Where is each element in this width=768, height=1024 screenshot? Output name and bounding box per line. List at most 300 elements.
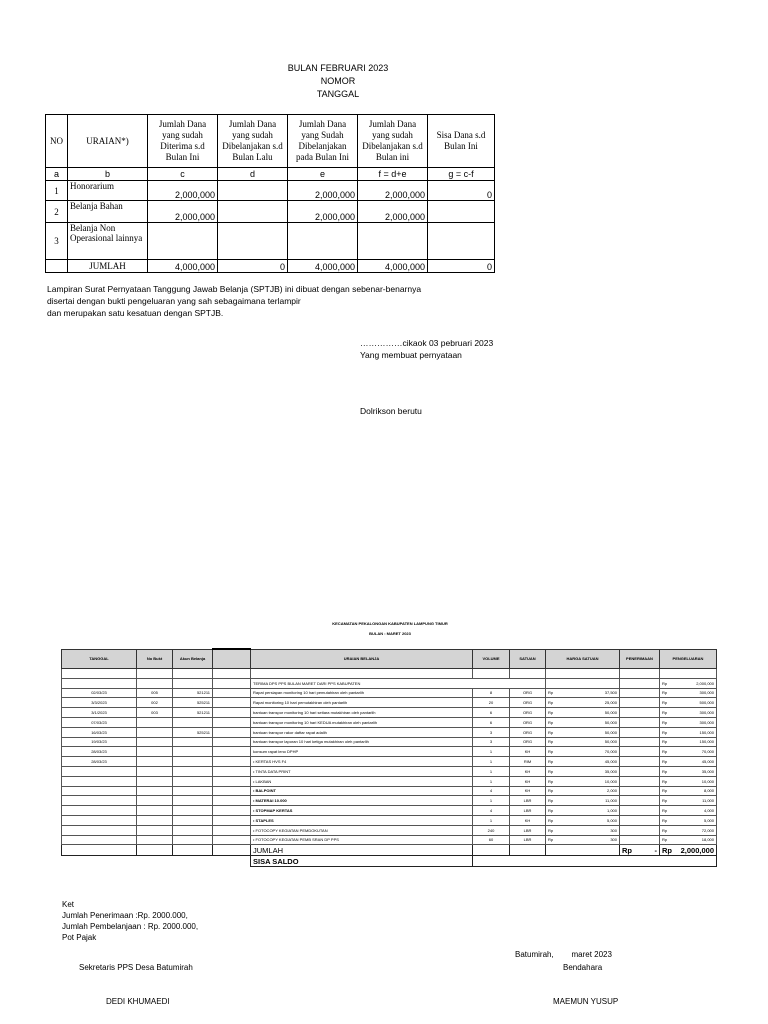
cell [173,845,213,856]
cell-uraian: • FOTOCOPY KEGIATAN PEMB SRAN DP PPS [251,835,473,845]
currency-label: Rp [548,700,554,706]
cell-penerimaan [620,757,660,767]
cell-akun [173,766,213,776]
signature2-right-role: Bendahara [563,963,603,972]
cell-no-bukti: 003 [137,708,173,718]
report-title: KECAMATAN PEKALONGAN KABUPATEN LAMPUNG TIMUR [332,621,448,626]
cell-satuan: ORG [510,708,546,718]
total-c: 4,000,000 [148,260,218,273]
cell [62,856,137,867]
col-akun: Akun Belanja [173,649,213,669]
cell-satuan: KH [510,786,546,796]
cell-tanggal: 28/03/23 [62,747,137,757]
row-uraian: Belanja Non Operasional lainnya [68,223,148,260]
cell [510,669,546,679]
cell-volume: 3 [473,737,510,747]
cell-akun [173,796,213,806]
col-diterima: Jumlah Dana yang sudah Diterima s.d Bulan Ini [148,115,218,168]
cell-tanggal: 28/03/23 [62,757,137,767]
cell [173,669,213,679]
row-f: 2,000,000 [358,181,428,201]
cell-satuan: ORG [510,698,546,708]
currency-label: Rp [548,690,554,696]
table-row [62,717,717,727]
cell [510,845,546,856]
table-row [46,181,495,201]
cell-tanggal [62,815,137,825]
cell-satuan: ORG [510,688,546,698]
cell-volume: 60 [473,835,510,845]
cell-volume: 6 [473,717,510,727]
cell-penerimaan [620,688,660,698]
cell-pengeluaran [660,806,717,816]
cell-volume: 1 [473,757,510,767]
table-row [62,669,717,679]
currency-label: Rp [662,759,668,765]
cell-no-bukti [137,747,173,757]
cell [546,845,620,856]
cell-pengeluaran [660,688,717,698]
cell-blank [213,796,251,806]
header-month: BULAN FEBRUARI 2023 [287,63,389,73]
cell-volume: 20 [473,698,510,708]
cell-volume: 4 [473,806,510,816]
amount-value: 18,000 [701,837,714,843]
currency-label: Rp [662,768,668,774]
row-g [428,201,495,223]
letter-cell: c [148,168,218,181]
cell-uraian: • LAKBAN [251,776,473,786]
currency-label: Rp [662,700,668,706]
cell-no-bukti [137,717,173,727]
cell-akun [173,737,213,747]
cell-tanggal [62,825,137,835]
cell [213,669,251,679]
table-row [62,825,717,835]
cell-volume: 1 [473,776,510,786]
cell [473,845,510,856]
expense-table [61,648,717,867]
currency-label: Rp [548,798,554,804]
cell-blank [213,825,251,835]
expense-total-row [62,845,717,856]
cell-satuan: LBR [510,825,546,835]
summary-letters-row [46,168,495,181]
cell-tanggal [62,796,137,806]
cell-satuan: LBR [510,835,546,845]
cell [173,856,213,867]
cell-blank [213,717,251,727]
amount-value: 300,000 [699,690,714,696]
amount-value: 11,000 [702,798,714,804]
cell-akun: 525211 [173,727,213,737]
doc-header [238,62,438,101]
cell-satuan: LBR [510,796,546,806]
table-row [62,678,717,688]
col-pengeluaran: PENGELUARAN [660,649,717,669]
cell [660,669,717,679]
cell-tanggal [62,786,137,796]
cell [62,845,137,856]
cell-blank [213,727,251,737]
col-harga-satuan: HARGA SATUAN [546,649,620,669]
notes-heading: Ket [62,900,75,909]
cell-uraian: Rapat monitoring 10 hari pemutakhiran oleh pantarlih [251,698,473,708]
currency-label: Rp [662,710,668,716]
cell-pengeluaran [660,796,717,806]
cell-akun [173,717,213,727]
cell-tanggal: 3/3/2023 [62,698,137,708]
amount-value: 70,000 [604,749,617,755]
cell-no-bukti [137,796,173,806]
cell-akun [173,776,213,786]
currency-label: Rp [662,739,668,745]
cell-uraian: bantuan transpor laporan 10 hari ketiga mutakhiran oleh pantarlih [251,737,473,747]
cell-harga [546,717,620,727]
table-row [62,835,717,845]
table-row [62,766,717,776]
statement-line: dan merupakan satu kesatuan dengan SPTJB. [47,308,224,318]
currency-label: Rp [548,739,554,745]
amount-value: 45,000 [604,759,617,765]
table-row [62,796,717,806]
col-blank [213,649,251,669]
cell-tanggal [62,835,137,845]
row-no: 3 [46,223,68,260]
report-subtitle: BULAN : MARET 2023 [369,631,411,636]
header-tanggal: TANGGAL [316,89,360,99]
amount-value: 5,000 [606,817,617,823]
total-label: JUMLAH [68,260,148,273]
cell-uraian: Rapat persiapan monitoring 10 hari pemutahiran oleh pantarlih [251,688,473,698]
cell-uraian: bantuan transpor monitoring 10 hari setiara mutakhiran oleh pantarlih [251,708,473,718]
signature-name: Dolrikson berutu [360,406,422,416]
table-row [62,776,717,786]
currency-label: Rp [548,837,554,843]
row-f [358,223,428,260]
cell-penerimaan [620,698,660,708]
cell-penerimaan [620,835,660,845]
row-uraian: Belanja Bahan [68,201,148,223]
cell-blank [213,698,251,708]
cell-volume: 1 [473,766,510,776]
notes-line: Jumlah Penerimaan :Rp. 2000.000, [62,911,188,920]
table-row [62,737,717,747]
total-penerimaan: - [654,845,657,855]
cell-blank [213,708,251,718]
letter-cell: g = c-f [428,168,495,181]
cell [137,856,173,867]
cell-blank [213,757,251,767]
currency-label: Rp [662,690,668,696]
amount-value: 50,000 [604,739,617,745]
cell-pengeluaran [660,835,717,845]
currency-label: Rp [662,788,668,794]
currency-label: Rp [662,798,668,804]
cell-uraian: • MATERAI 10.000 [251,796,473,806]
row-c: 2,000,000 [148,181,218,201]
cell-penerimaan [620,776,660,786]
col-satuan: SATUAN [510,649,546,669]
table-row [62,786,717,796]
cell-harga [546,806,620,816]
row-no: 2 [46,201,68,223]
row-e [288,223,358,260]
cell [620,669,660,679]
notes-line: Pot Pajak [62,933,97,942]
cell-harga [546,825,620,835]
table-row [62,708,717,718]
cell-satuan: KH [510,766,546,776]
cell-volume: 4 [473,786,510,796]
row-g: 0 [428,181,495,201]
cell [620,678,660,688]
cell-blank [213,815,251,825]
amount-value: 50,000 [604,729,617,735]
col-sd-bulan-ini: Jumlah Dana yang sudah Dibelanjakan s.d Bulan ini [358,115,428,168]
total-penerimaan-cell [620,845,660,856]
col-bulan-ini: Jumlah Dana yang Sudah Dibelanjakan pada Bulan Ini [288,115,358,168]
currency-label: Rp [662,778,668,784]
row-d [218,181,288,201]
col-bulan-lalu: Jumlah Dana yang sudah Dibelanjakan s.d Bulan Lalu [218,115,288,168]
amount-value: 37,500 [604,690,617,696]
cell-volume: 1 [473,747,510,757]
amount-value: 50,000 [604,710,617,716]
cell-blank [213,806,251,816]
cell-harga [546,776,620,786]
cell-akun: 525211 [173,698,213,708]
cell [137,669,173,679]
cell-satuan: KH [510,776,546,786]
cell-blank [213,786,251,796]
currency-label: Rp [662,749,668,755]
receipt-amount: 2,000,000 [696,680,714,686]
cell-pengeluaran [660,757,717,767]
amount-value: 10,000 [701,778,714,784]
cell-penerimaan [620,786,660,796]
cell-volume: 240 [473,825,510,835]
row-f: 2,000,000 [358,201,428,223]
total-g: 0 [428,260,495,273]
cell-pengeluaran [660,766,717,776]
amount-value: 25,000 [604,700,617,706]
table-row [62,698,717,708]
cell-harga [546,757,620,767]
letter-cell: a [46,168,68,181]
cell-pengeluaran [660,708,717,718]
saldo-label: SISA SALDO [251,856,473,867]
summary-header-row [46,115,495,168]
notes-block [62,899,198,943]
cell-no-bukti [137,825,173,835]
cell-akun [173,757,213,767]
cell-penerimaan [620,825,660,835]
currency-label: Rp [548,719,554,725]
expense-header-row [62,649,717,669]
signature-role: Yang membuat pernyataan [360,350,462,360]
cell-blank [213,835,251,845]
cell-penerimaan [620,815,660,825]
total-no-cell [46,260,68,273]
table-row [62,747,717,757]
total-pengeluaran-cell [660,845,717,856]
amount-value: 300 [610,837,617,843]
cell-penerimaan [620,737,660,747]
col-volume: VOLUME [473,649,510,669]
cell-penerimaan [620,766,660,776]
report-heading [300,619,480,639]
amount-value: 1,000 [606,808,617,814]
signature2-right-name: MAEMUN YUSUP [553,997,619,1006]
currency-label: Rp [662,817,668,823]
cell-satuan: ORG [510,717,546,727]
col-no: NO [46,115,68,168]
cell-no-bukti: 002 [137,698,173,708]
cell-akun [173,825,213,835]
row-g [428,223,495,260]
cell-pengeluaran [660,776,717,786]
cell-pengeluaran [660,747,717,757]
letter-cell: f = d+e [358,168,428,181]
cell [251,669,473,679]
total-label: JUMLAH [251,845,473,856]
cell-satuan: ORG [510,737,546,747]
receipt-amount-cell [660,678,717,688]
amount-value: 2,000 [606,788,617,794]
table-row [62,727,717,737]
col-tanggal: TANGGAL [62,649,137,669]
currency-label: Rp [548,827,554,833]
cell-harga [546,766,620,776]
cell-satuan: KH [510,747,546,757]
summary-total-row [46,260,495,273]
cell-satuan: KH [510,815,546,825]
cell-penerimaan [620,747,660,757]
cell-harga [546,727,620,737]
total-pengeluaran: 2,000,000 [680,845,714,855]
amount-value: 35,000 [604,768,617,774]
cell-no-bukti [137,835,173,845]
currency-label: Rp [622,845,632,855]
currency-label: Rp [548,710,554,716]
signature2-left-name: DEDI KHUMAEDI [106,997,170,1006]
cell [62,669,137,679]
amount-value: 300,000 [699,710,714,716]
cell-pengeluaran [660,737,717,747]
cell [137,678,173,688]
table-row [46,201,495,223]
currency-label: Rp [662,719,668,725]
cell-akun [173,806,213,816]
amount-value: 500,000 [699,700,714,706]
cell-blank [213,766,251,776]
cell-uraian: • BALPOINT [251,786,473,796]
row-uraian: Honorarium [68,181,148,201]
cell-tanggal: 16/03/23 [62,727,137,737]
cell-harga [546,698,620,708]
cell-akun [173,815,213,825]
cell-harga [546,708,620,718]
cell-no-bukti [137,757,173,767]
cell-tanggal: 02/03/23 [62,688,137,698]
saldo-value [473,856,717,867]
amount-value: 35,000 [701,768,714,774]
row-e: 2,000,000 [288,181,358,201]
currency-label: Rp [548,778,554,784]
cell-tanggal: 3/1/2023 [62,708,137,718]
cell-volume: 3 [473,727,510,737]
cell-no-bukti [137,737,173,747]
col-penerimaan: PENERIMAAN [620,649,660,669]
notes-line: Jumlah Pembelanjaan : Rp. 2000.000, [62,922,199,931]
cell-pengeluaran [660,825,717,835]
amount-value: 300,000 [699,719,714,725]
cell-uraian: • STOPMAP KERTAS [251,806,473,816]
table-row [62,757,717,767]
cell-blank [213,776,251,786]
amount-value: 70,000 [701,749,714,755]
cell-no-bukti [137,727,173,737]
amount-value: 72,000 [701,827,714,833]
cell-no-bukti [137,766,173,776]
cell-blank [213,688,251,698]
amount-value: 5,000 [703,817,714,823]
total-e: 4,000,000 [288,260,358,273]
cell-harga [546,796,620,806]
currency-label: Rp [548,768,554,774]
statement-line: disertai dengan bukti pengeluaran yang sah sebagaimana terlampir [47,296,301,306]
cell-volume: 6 [473,708,510,718]
currency-label: Rp [662,845,672,855]
header-nomor: NOMOR [320,76,356,86]
cell-pengeluaran [660,717,717,727]
cell-akun [173,747,213,757]
cell-volume: 1 [473,796,510,806]
cell-blank [213,737,251,747]
statement-line: Lampiran Surat Pernyataan Tanggung Jawab Belanja (SPTJB) ini dibuat dengan sebenar-benarnya [47,284,422,294]
cell-harga [546,815,620,825]
summary-table [45,114,495,273]
cell [213,678,251,688]
cell-harga [546,747,620,757]
cell-akun [173,786,213,796]
cell-harga [546,786,620,796]
receipt-description: TERIMA DPS PPS BULAN MARET DARI PPS KABUPATEN [251,678,546,688]
total-f: 4,000,000 [358,260,428,273]
row-c: 2,000,000 [148,201,218,223]
cell-uraian: bantuan transpor monitoring 10 hari KEDUA mutakhiran oleh pantarlih [251,717,473,727]
cell-pengeluaran [660,698,717,708]
cell-penerimaan [620,806,660,816]
col-uraian-belanja: URAIAN BELANJA [251,649,473,669]
amount-value: 45,000 [701,759,714,765]
signature-place-date: ……………cikaok 03 pebruari 2023 [360,338,494,348]
col-sisa: Sisa Dana s.d Bulan Ini [428,115,495,168]
cell-no-bukti [137,786,173,796]
cell-pengeluaran [660,815,717,825]
table-row [62,815,717,825]
cell-no-bukti: 005 [137,688,173,698]
amount-value: 50,000 [604,719,617,725]
cell-akun [173,835,213,845]
table-row [46,223,495,260]
cell [137,845,173,856]
currency-label: Rp [548,759,554,765]
cell-no-bukti [137,815,173,825]
currency-label: Rp [662,808,668,814]
cell-penerimaan [620,796,660,806]
